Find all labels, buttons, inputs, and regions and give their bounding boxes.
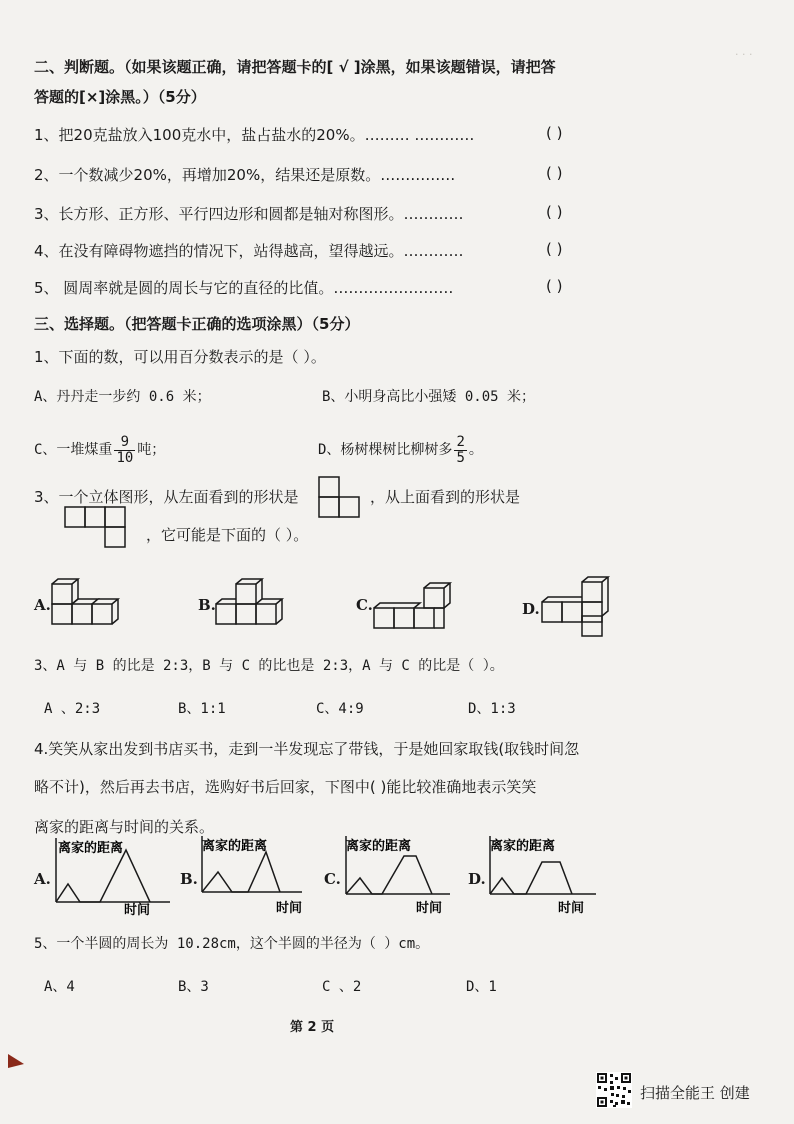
judge-item-2: 2、一个数减少20%，再增加20%，结果还是原数。…………… [34,166,456,184]
graph-x-label: 时间 [416,901,443,916]
q3a-stem-part3: ，它可能是下面的（ ）。 [146,526,309,544]
distance-time-graph-b[interactable] [198,834,308,916]
q3a-stem-part2: ，从上面看到的形状是 [370,488,521,506]
judge-answer-4[interactable]: ( ) [546,240,563,258]
graph-x-label: 时间 [558,901,585,916]
fraction-numerator: 2 [456,434,465,450]
q1-option-d[interactable] [318,435,483,465]
graph-option-label-b[interactable]: B. [180,870,198,888]
judge-title-line2: 答题的[×]涂黑。）（5分） [34,88,206,106]
graph-y-label: 离家的距离 [346,839,412,854]
left-view-cell [319,477,339,497]
judge-answer-1[interactable]: ( ) [546,124,563,142]
judge-answer-2[interactable]: ( ) [546,164,563,182]
distance-time-graph-d[interactable] [486,834,602,916]
bleed-through-mark: · · · [735,48,753,61]
graph-option-label-c[interactable]: C. [324,870,341,888]
q5-option-c[interactable]: C 、2 [322,979,362,995]
top-view-cell [105,507,125,527]
top-view-cell [65,507,85,527]
fraction-nine-tenths [114,435,135,465]
qr-code-icon [596,1072,632,1108]
q4-stem-line2: 略不计)，然后再去书店，选购好书后回家，下图中( )能比较准确地表示笑笑 [34,778,537,796]
q3a-stem-part1: 3、一个立体图形，从左面看到的形状是 [34,488,299,506]
q1-option-b[interactable]: B、小明身高比小强矮 0.05 米； [322,389,536,405]
cube-stack-c[interactable] [372,578,468,632]
q1-option-c-prefix: C、一堆煤重 [34,442,113,459]
graph-option-label-d[interactable]: D. [468,870,486,888]
graph-y-label: 离家的距离 [202,839,268,854]
judge-item-1: 1、把20克盐放入100克水中，盐占盐水的20%。……… ………… [34,126,475,144]
graph-x-label: 时间 [276,901,303,916]
q3b-option-b[interactable]: B、1:1 [178,701,226,717]
cube-stack-d[interactable] [540,576,624,638]
q1-option-a[interactable]: A、丹丹走一步约 0.6 米； [34,389,211,405]
scanner-brand-label: 扫描全能王 创建 [640,1084,750,1102]
q3b-option-c[interactable]: C、4:9 [316,701,364,717]
fraction-numerator: 9 [114,435,135,451]
cube-option-label-c[interactable]: C. [356,596,373,614]
fraction-denominator: 5 [456,449,465,466]
judge-answer-3[interactable]: ( ) [546,203,563,221]
q5-option-d[interactable]: D、1 [466,979,497,995]
graph-y-label: 离家的距离 [58,841,124,856]
q5-option-b[interactable]: B、3 [178,979,209,995]
q3b-stem: 3、A 与 B 的比是 2:3，B 与 C 的比也是 2:3，A 与 C 的比是（ ）。 [34,658,504,674]
distance-time-graph-c[interactable] [342,834,454,916]
top-view-figure [64,506,130,552]
q5-stem: 5、一个半圆的周长为 10.28cm，这个半圆的半径为（ ）cm。 [34,936,430,952]
fraction-two-fifths [454,435,466,465]
judge-item-5: 5、 圆周率就是圆的周长与它的直径的比值。…………………… [34,279,454,297]
fraction-denominator: 10 [116,449,134,466]
choice-title: 三、选择题。（把答题卡正确的选项涂黑）（5分） [34,315,360,333]
left-view-figure [318,476,364,518]
left-view-cell [319,497,339,517]
q4-stem-line3: 离家的距离与时间的关系。 [34,818,215,836]
cube-option-label-b[interactable]: B. [198,596,216,614]
q1-stem: 1、下面的数，可以用百分数表示的是（ ）。 [34,348,326,366]
judge-item-4: 4、在没有障碍物遮挡的情况下，站得越高，望得越远。………… [34,242,464,260]
q1-option-d-suffix: 。 [468,442,483,459]
q1-option-c-suffix: 吨； [137,442,166,459]
q3b-option-d[interactable]: D、1:3 [468,701,516,717]
graph-x-label: 时间 [124,903,151,916]
cube-option-label-a[interactable]: A. [34,596,51,614]
page-number: 第 2 页 [290,1020,335,1035]
q1-option-d-prefix: D、杨树棵树比柳树多 [318,442,453,459]
top-view-cell [105,527,125,547]
graph-option-label-a[interactable]: A. [34,870,51,888]
corner-mark-icon [6,1050,26,1070]
judge-answer-5[interactable]: ( ) [546,277,563,295]
judge-item-3: 3、长方形、正方形、平行四边形和圆都是轴对称图形。………… [34,205,464,223]
cube-option-label-d[interactable]: D. [522,600,540,618]
distance-time-graph-a[interactable] [52,836,172,916]
top-view-cell [85,507,105,527]
graph-y-label: 离家的距离 [490,839,556,854]
cube-stack-b[interactable] [214,578,298,628]
left-view-cell [339,497,359,517]
q1-option-c[interactable] [34,435,165,465]
judge-title-line1: 二、判断题。（如果该题正确，请把答题卡的[ √ ]涂黑，如果该题错误，请把答 [34,58,556,76]
cube-stack-a[interactable] [50,578,134,628]
q5-option-a[interactable]: A、4 [44,979,75,995]
q3b-option-a[interactable]: A 、2:3 [44,701,101,717]
q4-stem-line1: 4.笑笑从家出发到书店买书，走到一半发现忘了带钱，于是她回家取钱(取钱时间忽 [34,740,580,758]
